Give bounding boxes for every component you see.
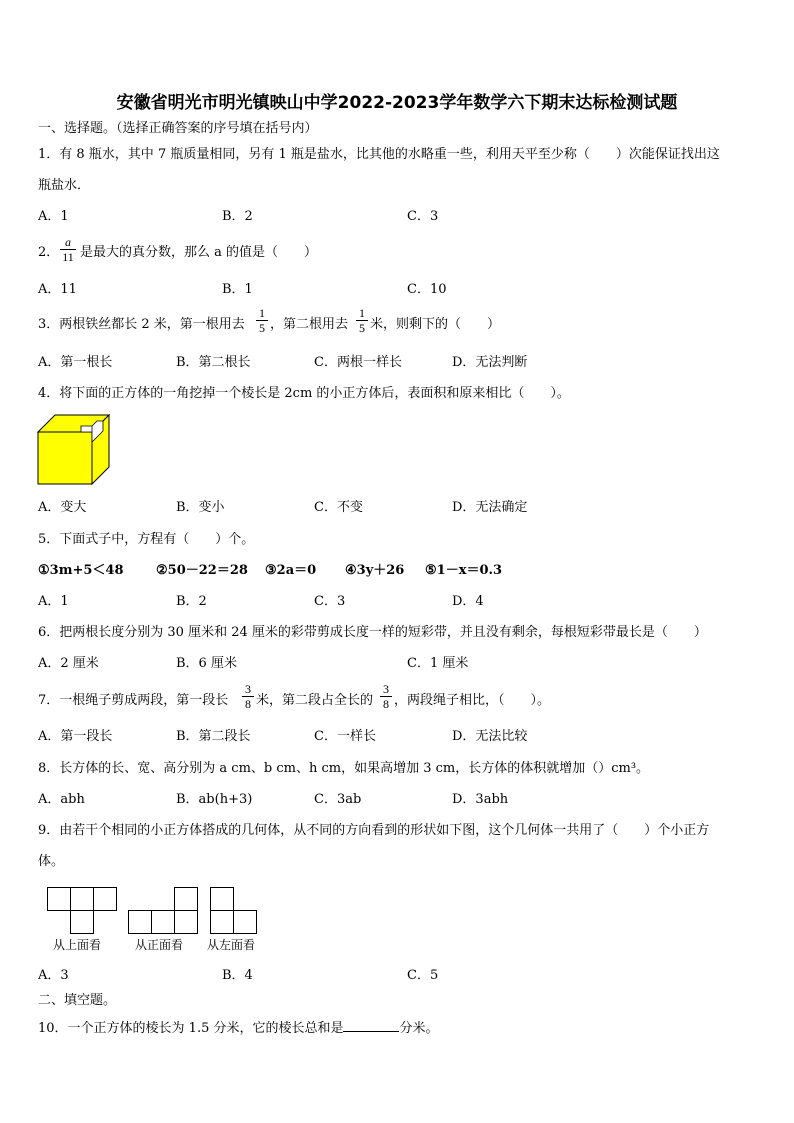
- q3-fraction-2-numerator: 1: [359, 306, 365, 320]
- q3-fraction-2-denominator: 5: [359, 321, 365, 335]
- q10-stem-part1: 10．一个正方体的棱长为 1.5 分米，它的棱长总和是: [38, 1021, 344, 1036]
- q6-option-a: A．2 厘米: [38, 656, 99, 671]
- front-view-figure: [128, 887, 200, 935]
- left-view-figure: [210, 887, 260, 935]
- q3-option-a: A．第一根长: [38, 355, 113, 370]
- q9-option-b: B．4: [222, 968, 253, 983]
- q7-stem-part2: 米，第二段占全长的: [256, 693, 374, 708]
- q3-option-d: D．无法判断: [452, 355, 528, 370]
- q10-stem: [38, 1019, 439, 1037]
- q2-option-b: B．1: [222, 282, 253, 297]
- q4-option-c: C．不变: [314, 500, 363, 515]
- q3-option-b: B．第二根长: [176, 355, 251, 370]
- q10-stem-part2: 分米。: [399, 1021, 439, 1036]
- q3-fraction-1: [256, 306, 268, 335]
- q7-option-d: D．无法比较: [452, 729, 528, 744]
- q5-stem: 5．下面式子中，方程有（ ）个。: [38, 532, 255, 547]
- q7-stem-part3: ，两段绳子相比，（ ）。: [394, 693, 551, 708]
- q4-stem: 4．将下面的正方体的一角挖掉一个棱长是 2cm 的小正方体后，表面积和原来相比（ ）。: [38, 386, 570, 401]
- page-title: 安徽省明光市明光镇映山中学2022-2023学年数学六下期末达标检测试题: [116, 93, 678, 113]
- q3-stem-part3: 米，则剩下的（ ）: [370, 317, 501, 332]
- q7-option-c: C．一样长: [314, 729, 376, 744]
- q7-fraction-2-numerator: 3: [383, 682, 389, 696]
- q9-stem-line2: 体。: [38, 854, 65, 869]
- q5-option-c: C．3: [314, 594, 346, 609]
- q5-option-d: D．4: [452, 594, 484, 609]
- q5-expression-3: ③2a＝0: [265, 563, 317, 578]
- q9-option-c: C．5: [407, 968, 439, 983]
- q7-fraction-1-denominator: 8: [245, 697, 251, 711]
- top-view-figure: [47, 887, 119, 935]
- q7-fraction-2-denominator: 8: [383, 697, 389, 711]
- q6-stem: 6．把两根长度分别为 30 厘米和 24 厘米的彩带剪成长度一样的短彩带，并且没有剩余，每根短彩带最长是（ ）: [38, 625, 707, 640]
- q9-option-a: A．3: [38, 968, 69, 983]
- q8-option-b: B．ab(h+3): [176, 792, 253, 807]
- q1-option-a: A．1: [38, 209, 69, 224]
- q3-stem-part1: 3．两根铁丝都长 2 米，第一根用去: [38, 317, 245, 332]
- q1-option-c: C．3: [407, 209, 439, 224]
- top-view-label: 从上面看: [53, 938, 102, 952]
- q5-option-a: A．1: [38, 594, 69, 609]
- q2-stem: 是最大的真分数，那么 a 的值是（ ）: [80, 245, 318, 260]
- q7-option-a: A．第一段长: [38, 729, 113, 744]
- q2-fraction-numerator: a: [65, 235, 71, 249]
- q8-option-a: A．abh: [38, 792, 85, 807]
- q5-expression-2: ②50－22＝28: [156, 563, 248, 578]
- q7-fraction-2: [380, 682, 392, 711]
- q3-fraction-1-numerator: 1: [259, 306, 265, 320]
- q2-fraction: [60, 235, 76, 264]
- q7-fraction-1-numerator: 3: [245, 682, 251, 696]
- q8-option-c: C．3ab: [314, 792, 362, 807]
- q8-option-d: D．3abh: [452, 792, 509, 807]
- front-view-label: 从正面看: [135, 938, 184, 952]
- q9-stem-line1: 9．由若干个相同的小正方体搭成的几何体，从不同的方向看到的形状如下图，这个几何体一共用了（ ）个小正方: [38, 823, 710, 838]
- q3-fraction-2: [356, 306, 368, 335]
- q1-stem-line1: 1．有 8 瓶水，其中 7 瓶质量相同，另有 1 瓶是盐水，比其他的水略重一些，利用天平至少称（ ）次能保证找出这: [38, 147, 720, 162]
- q10-answer-blank[interactable]: [343, 1019, 399, 1032]
- q2-fraction-denominator: 11: [62, 250, 74, 264]
- q6-option-b: B．6 厘米: [176, 656, 237, 671]
- q2-number: 2．: [38, 245, 60, 260]
- section-heading-fill: 二、填空题。: [38, 993, 117, 1008]
- cube-with-corner-removed-figure: [37, 414, 111, 486]
- q1-option-b: B．2: [222, 209, 253, 224]
- q7-option-b: B．第二段长: [176, 729, 251, 744]
- q3-option-c: C．两根一样长: [314, 355, 402, 370]
- q7-fraction-1: [242, 682, 254, 711]
- left-view-label: 从左面看: [207, 938, 256, 952]
- q4-option-b: B．变小: [176, 500, 225, 515]
- q5-expression-1: ①3m+5＜48: [38, 563, 124, 578]
- q2-option-c: C．10: [407, 282, 447, 297]
- q3-fraction-1-denominator: 5: [259, 321, 265, 335]
- q3-stem-part2: ，第二根用去: [270, 317, 349, 332]
- q8-stem: 8．长方体的长、宽、高分别为 a cm、b cm、h cm，如果高增加 3 cm，长方体的体积就增加（）cm³。: [38, 761, 650, 776]
- section-heading-choice: 一、选择题。（选择正确答案的序号填在括号内）: [38, 121, 318, 136]
- q5-option-b: B．2: [176, 594, 207, 609]
- q6-option-c: C．1 厘米: [407, 656, 469, 671]
- q2-option-a: A．11: [38, 282, 77, 297]
- q5-expression-4: ④3y＋26: [345, 563, 405, 578]
- q1-stem-line2: 瓶盐水．: [38, 178, 91, 193]
- q5-expression-5: ⑤1－x＝0.3: [425, 563, 503, 578]
- q4-option-a: A．变大: [38, 500, 87, 515]
- q4-option-d: D．无法确定: [452, 500, 528, 515]
- q7-stem-part1: 7．一根绳子剪成两段，第一段长: [38, 693, 229, 708]
